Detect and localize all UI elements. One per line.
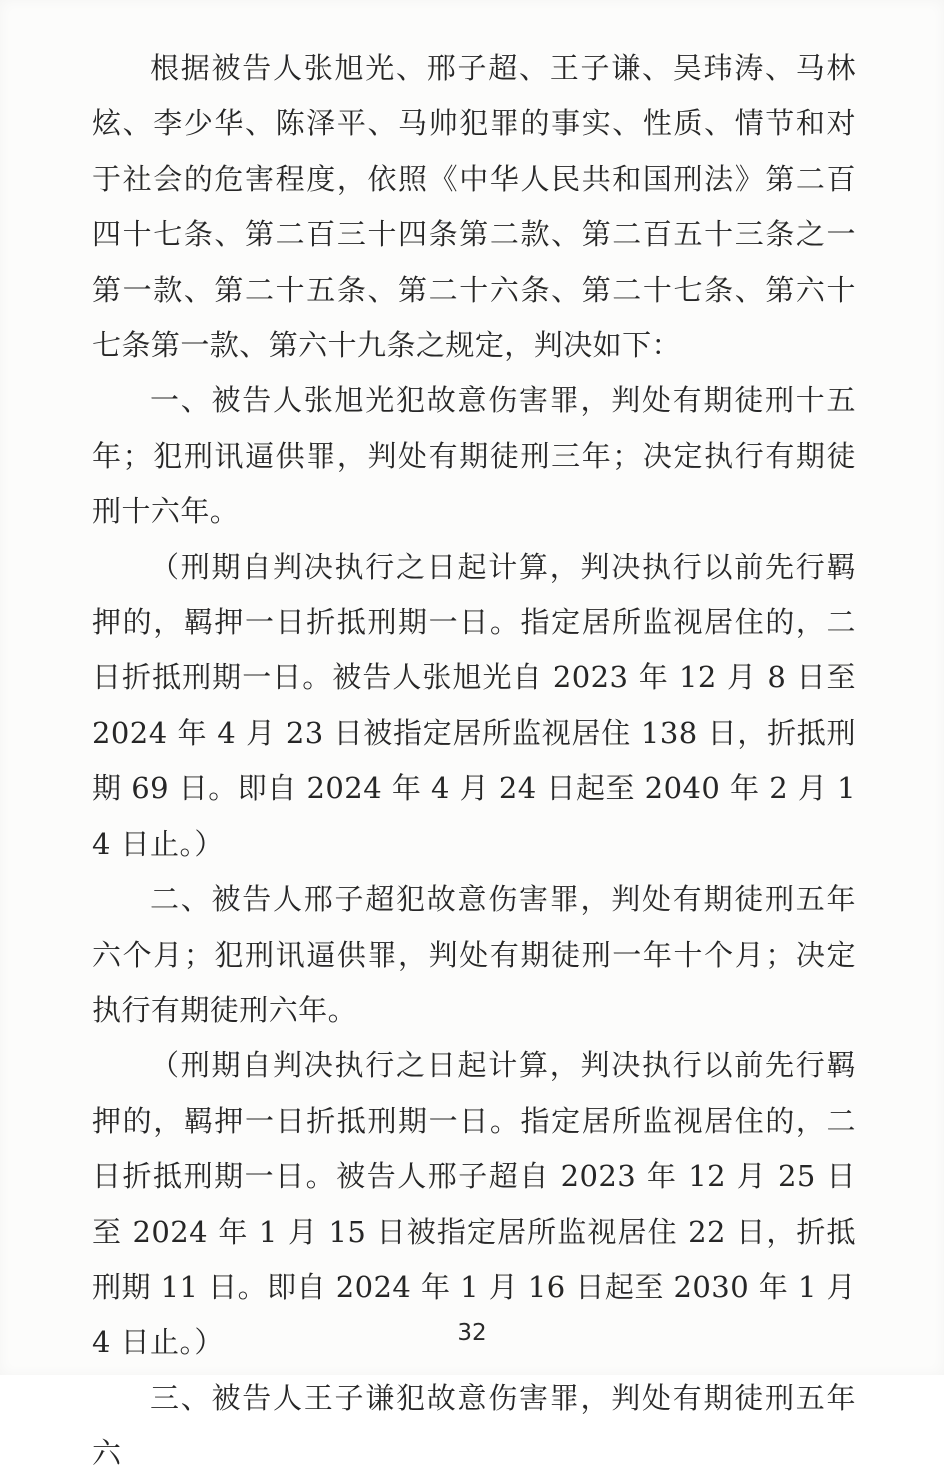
para-sentence-wangziqian-partial: 三、被告人王子谦犯故意伤害罪，判处有期徒刑五年六 (92, 1380, 856, 1471)
para-term-note-zhangxuguang: （刑期自判决执行之日起计算，判决执行以前先行羁押的，羁押一日折抵刑期一日。指定居所监视居住的，二日折抵刑期一日。被告人张旭光自 2023 年 12 月 8 日至 2024 年 4 月 23 日被指定居所监视居住 138 日，折抵刑期 69 日。即自 2024 年 4 月 24 日起至 2040 年 2 月 14 日止。） (92, 549, 856, 861)
page-number: 32 (457, 1320, 487, 1346)
para-sentence-zhangxuguang: 一、被告人张旭光犯故意伤害罪，判处有期徒刑十五年；犯刑讯逼供罪，判处有期徒刑三年；决定执行有期徒刑十六年。 (92, 383, 856, 529)
para-sentence-xingzichao: 二、被告人邢子超犯故意伤害罪，判处有期徒刑五年六个月；犯刑讯逼供罪，判处有期徒刑一年十个月；决定执行有期徒刑六年。 (92, 882, 856, 1027)
para-legal-basis: 根据被告人张旭光、邢子超、王子谦、吴玮涛、马林炫、李少华、陈泽平、马帅犯罪的事实、性质、情节和对于社会的危害程度，依照《中华人民共和国刑法》第二百四十七条、第二百三十四条第二款、第二百五十三条之一第一款、第二十五条、第二十六条、第二十七条、第六十七条第一款、第六十九条之规定，判决如下： (92, 51, 856, 363)
judgment-text-block (92, 41, 856, 1482)
para-term-note-xingzichao: （刑期自判决执行之日起计算，判决执行以前先行羁押的，羁押一日折抵刑期一日。指定居所监视居住的，二日折抵刑期一日。被告人邢子超自 2023 年 12 月 25 日至 2024 年 1 月 15 日被指定居所监视居住 22 日，折抵刑期 11 日。即自 2024 年 1 月 16 日起至 2030 年 1 月 4 日止。） (92, 1048, 856, 1360)
